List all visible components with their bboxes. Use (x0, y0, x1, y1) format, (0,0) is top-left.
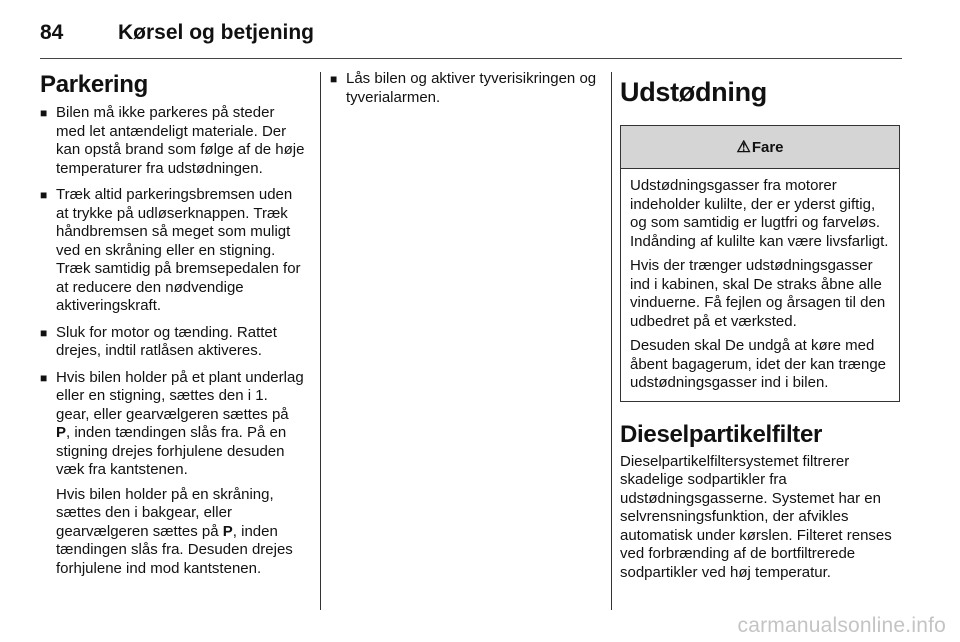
list-item: ■ Træk altid parkeringsbremsen uden at trykke på udløserknappen. Træk håndbremsen så meget som muligt ved en skråning eller en stigning. Træk samtidig på bremsepedalen for at reducere den nødvendige aktiveringskraft. (40, 186, 301, 314)
bullet-icon: ■ (330, 72, 338, 86)
gear-p-label: P (222, 522, 233, 540)
parkering-list (40, 104, 305, 578)
warning-box (620, 125, 900, 402)
warning-paragraph: Desuden skal De undgå at køre med åbent bagagerum, idet der kan trænge udstødningsgasser ind i bilen. (630, 337, 887, 391)
warning-triangle-icon: ⚠ (736, 139, 751, 156)
watermark-text: carmanualsonline.info (737, 614, 946, 637)
list-item: ■ Bilen må ikke parkeres på steder med let antændeligt materiale. Der kan opstå brand som følge af de høje temperaturer fra udstødningen. (40, 104, 305, 177)
column-middle (330, 70, 605, 115)
bullet-icon: ■ (40, 106, 48, 120)
chapter-title: Kørsel og betjening (118, 21, 315, 44)
bullet-icon: ■ (40, 325, 48, 340)
section-title-udstodning: Udstødning (620, 77, 767, 107)
section-title-dieselpartikelfilter: Dieselpartikelfilter (620, 420, 823, 448)
warning-paragraph: Hvis der trænger udstødningsgasser ind i kabinen, skal De straks åbne alle vinduerne. Få fejlen og årsagen til den udbedret på et værksted. (630, 257, 886, 330)
list-item: ■ Lås bilen og aktiver tyverisikringen og tyverialarmen. (330, 70, 597, 106)
column-right (620, 70, 902, 582)
column-divider (320, 72, 321, 610)
section-title-parkering: Parkering (40, 71, 149, 98)
bullet-icon: ■ (40, 370, 48, 385)
warning-label: Fare (751, 138, 784, 156)
warning-header (621, 126, 899, 169)
header-rule (40, 58, 902, 59)
page-header (40, 18, 314, 48)
bullet-icon: ■ (40, 188, 48, 202)
page-number: 84 (40, 21, 64, 44)
warning-body (621, 169, 899, 401)
column-divider (611, 72, 612, 610)
list-item-extra: Hvis bilen holder på en skråning, sættes den i bakgear, eller gearvælgeren sættes på P, inden tændingen slås fra. Desuden drejes forhjulene ind mod kantstenen. (56, 485, 293, 577)
list-item: ■ Sluk for motor og tænding. Rattet drejes, indtil ratlåsen aktiveres. (40, 323, 277, 359)
list-item: ■ Hvis bilen holder på et plant underlag eller en stigning, sættes den i 1. gear, eller gearvælgeren sættes på P, inden tændingen slås fra. På en stigning drejes forhjulene desuden væk fra kantstenen. Hvis bilen holder på en skråning, sættes den i bakgear, eller gearvælgeren sættes på P, inden tændingen slås fra. Desuden drejes forhjulene ind mod kantstenen. (40, 368, 304, 577)
dieselpartikelfilter-text: Dieselpartikelfiltersystemet filtrerer skadelige sodpartikler fra udstødningsgasserne. Systemet har en selvrensningsfunktion, der afvikles automatisk under kørslen. Filteret renses ved forbrænding af de bortfiltrerede sodpartikler ved høj temperatur. (620, 452, 892, 581)
gear-p-label: P (56, 424, 67, 441)
warning-paragraph: Udstødningsgasser fra motorer indeholder kulilte, der er yderst giftig, og som samtidig er lugtfri og farveløs. Indånding af kulilte kan være livsfarligt. (630, 177, 889, 250)
column-left (40, 70, 305, 586)
parkering-list-continued (330, 70, 605, 107)
